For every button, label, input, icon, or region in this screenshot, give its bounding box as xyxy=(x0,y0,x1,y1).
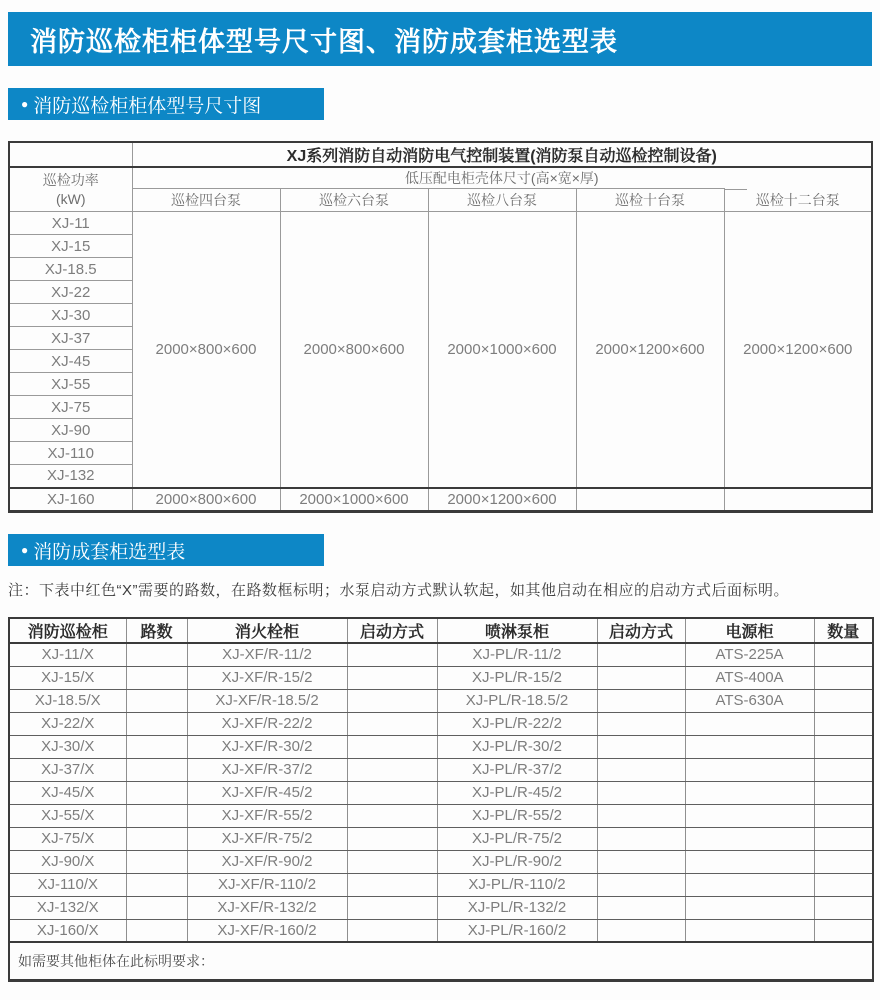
quantity-cell xyxy=(814,643,873,666)
inspection-cabinet-cell: XJ-22/X xyxy=(9,712,126,735)
model-cell: XJ-37 xyxy=(9,327,132,350)
size-cell: 2000×1000×600 xyxy=(280,488,428,512)
selection-note: 注：下表中红色“X”需要的路数，在路数框标明；水泵启动方式默认软起，如其他启动在相应的启动方式后面标明。 xyxy=(8,582,790,599)
page-title: 消防巡检柜柜体型号尺寸图、消防成套柜选型表 xyxy=(30,26,618,57)
power-cabinet-cell: ATS-630A xyxy=(685,689,814,712)
start-mode-cell xyxy=(597,735,685,758)
pump-header-cell: 巡检十二台泵 xyxy=(724,189,872,212)
start-mode-cell xyxy=(347,873,437,896)
quantity-cell xyxy=(814,689,873,712)
section1-title: 消防巡检柜柜体型号尺寸图 xyxy=(33,95,262,117)
table-row xyxy=(9,781,873,804)
size-cell: 2000×1200×600 xyxy=(724,212,872,488)
quantity-cell xyxy=(814,712,873,735)
inspection-cabinet-cell: XJ-110/X xyxy=(9,873,126,896)
quantity-cell xyxy=(814,804,873,827)
inspection-cabinet-cell: XJ-75/X xyxy=(9,827,126,850)
sprinkler-cabinet-cell: XJ-PL/R-37/2 xyxy=(437,758,597,781)
table-row xyxy=(9,919,873,942)
table-row xyxy=(9,643,873,666)
table-row xyxy=(9,827,873,850)
bullet-icon: ● xyxy=(21,543,29,557)
corner-cell xyxy=(9,142,132,167)
start-mode-cell xyxy=(597,689,685,712)
sprinkler-cabinet-cell: XJ-PL/R-15/2 xyxy=(437,666,597,689)
size-cell: 2000×800×600 xyxy=(280,212,428,488)
dimension-header-cell: 低压配电柜壳体尺寸(高×宽×厚) xyxy=(132,167,872,189)
power-cabinet-cell xyxy=(685,896,814,919)
hydrant-cabinet-cell: XJ-XF/R-15/2 xyxy=(187,666,347,689)
start-mode-cell xyxy=(347,735,437,758)
start-mode-cell xyxy=(347,643,437,666)
start-mode-cell xyxy=(597,758,685,781)
model-cell: XJ-11 xyxy=(9,212,132,235)
power-cabinet-cell xyxy=(685,735,814,758)
route-count-cell xyxy=(126,735,187,758)
model-cell: XJ-75 xyxy=(9,396,132,419)
model-cell: XJ-22 xyxy=(9,281,132,304)
sprinkler-cabinet-cell: XJ-PL/R-110/2 xyxy=(437,873,597,896)
power-cabinet-cell xyxy=(685,758,814,781)
table-row xyxy=(9,873,873,896)
quantity-cell xyxy=(814,735,873,758)
header-cell: 消防巡检柜 xyxy=(9,618,126,643)
size-cell: 2000×800×600 xyxy=(132,488,280,512)
bullet-icon: ● xyxy=(21,97,29,111)
model-cell: XJ-90 xyxy=(9,419,132,442)
route-count-cell xyxy=(126,758,187,781)
section1-banner xyxy=(8,88,324,120)
quantity-cell xyxy=(814,850,873,873)
selection-table xyxy=(8,617,874,982)
hydrant-cabinet-cell: XJ-XF/R-55/2 xyxy=(187,804,347,827)
power-cabinet-cell xyxy=(685,781,814,804)
header-cell: 路数 xyxy=(126,618,187,643)
dimension-table xyxy=(8,141,873,513)
route-count-cell xyxy=(126,804,187,827)
start-mode-cell xyxy=(597,919,685,942)
table-row xyxy=(9,735,873,758)
start-mode-cell xyxy=(347,712,437,735)
hydrant-cabinet-cell: XJ-XF/R-22/2 xyxy=(187,712,347,735)
quantity-cell xyxy=(814,781,873,804)
power-cabinet-cell: ATS-400A xyxy=(685,666,814,689)
start-mode-cell xyxy=(347,804,437,827)
start-mode-cell xyxy=(347,850,437,873)
start-mode-cell xyxy=(347,781,437,804)
power-label: 巡检功率 xyxy=(42,172,99,189)
inspection-cabinet-cell: XJ-160/X xyxy=(9,919,126,942)
table-row xyxy=(9,896,873,919)
table-row xyxy=(9,142,872,167)
sprinkler-cabinet-cell: XJ-PL/R-132/2 xyxy=(437,896,597,919)
model-cell: XJ-30 xyxy=(9,304,132,327)
start-mode-cell xyxy=(597,896,685,919)
inspection-cabinet-cell: XJ-55/X xyxy=(9,804,126,827)
header-cell: 启动方式 xyxy=(347,618,437,643)
power-header-cell xyxy=(9,167,132,212)
hydrant-cabinet-cell: XJ-XF/R-75/2 xyxy=(187,827,347,850)
table-row xyxy=(9,488,872,512)
start-mode-cell xyxy=(347,689,437,712)
route-count-cell xyxy=(126,919,187,942)
other-cabinet-note-cell: 如需要其他柜体在此标明要求： xyxy=(9,942,873,980)
hydrant-cabinet-cell: XJ-XF/R-110/2 xyxy=(187,873,347,896)
table-row xyxy=(9,758,873,781)
power-cabinet-cell: ATS-225A xyxy=(685,643,814,666)
size-cell xyxy=(576,488,724,512)
hydrant-cabinet-cell: XJ-XF/R-30/2 xyxy=(187,735,347,758)
section2-banner xyxy=(8,534,324,566)
power-cabinet-cell xyxy=(685,804,814,827)
sprinkler-cabinet-cell: XJ-PL/R-55/2 xyxy=(437,804,597,827)
inspection-cabinet-cell: XJ-90/X xyxy=(9,850,126,873)
start-mode-cell xyxy=(597,850,685,873)
model-cell: XJ-15 xyxy=(9,235,132,258)
start-mode-cell xyxy=(347,666,437,689)
route-count-cell xyxy=(126,666,187,689)
size-cell xyxy=(724,488,872,512)
start-mode-cell xyxy=(597,712,685,735)
sprinkler-cabinet-cell: XJ-PL/R-11/2 xyxy=(437,643,597,666)
inspection-cabinet-cell: XJ-37/X xyxy=(9,758,126,781)
quantity-cell xyxy=(814,666,873,689)
table-row xyxy=(9,804,873,827)
inspection-cabinet-cell: XJ-18.5/X xyxy=(9,689,126,712)
header-cell: 启动方式 xyxy=(597,618,685,643)
sprinkler-cabinet-cell: XJ-PL/R-75/2 xyxy=(437,827,597,850)
table-row xyxy=(9,189,872,212)
section2-title: 消防成套柜选型表 xyxy=(33,541,186,563)
pump-header-cell: 巡检十台泵 xyxy=(576,189,724,212)
power-cabinet-cell xyxy=(685,850,814,873)
header-cell: 数量 xyxy=(814,618,873,643)
sprinkler-cabinet-cell: XJ-PL/R-160/2 xyxy=(437,919,597,942)
pump-header-cell: 巡检八台泵 xyxy=(428,189,576,212)
start-mode-cell xyxy=(597,643,685,666)
table-row xyxy=(9,212,872,235)
quantity-cell xyxy=(814,896,873,919)
table-row xyxy=(9,167,872,189)
hydrant-cabinet-cell: XJ-XF/R-37/2 xyxy=(187,758,347,781)
inspection-cabinet-cell: XJ-30/X xyxy=(9,735,126,758)
pump-header-cell: 巡检六台泵 xyxy=(280,189,428,212)
model-cell: XJ-45 xyxy=(9,350,132,373)
model-cell: XJ-18.5 xyxy=(9,258,132,281)
table-row xyxy=(9,850,873,873)
model-cell: XJ-132 xyxy=(9,465,132,488)
power-cabinet-cell xyxy=(685,873,814,896)
hydrant-cabinet-cell: XJ-XF/R-132/2 xyxy=(187,896,347,919)
power-cabinet-cell xyxy=(685,919,814,942)
start-mode-cell xyxy=(347,758,437,781)
power-cabinet-cell xyxy=(685,712,814,735)
power-cabinet-cell xyxy=(685,827,814,850)
route-count-cell xyxy=(126,873,187,896)
start-mode-cell xyxy=(347,827,437,850)
hydrant-cabinet-cell: XJ-XF/R-90/2 xyxy=(187,850,347,873)
start-mode-cell xyxy=(597,827,685,850)
hydrant-cabinet-cell: XJ-XF/R-160/2 xyxy=(187,919,347,942)
sprinkler-cabinet-cell: XJ-PL/R-90/2 xyxy=(437,850,597,873)
route-count-cell xyxy=(126,689,187,712)
start-mode-cell xyxy=(347,896,437,919)
header-cell: 消火栓柜 xyxy=(187,618,347,643)
table1-main-header: XJ系列消防自动消防电气控制装置(消防泵自动巡检控制设备) xyxy=(132,142,872,167)
start-mode-cell xyxy=(597,666,685,689)
quantity-cell xyxy=(814,758,873,781)
table-header-row xyxy=(9,618,873,643)
page-title-banner xyxy=(8,12,872,66)
sprinkler-cabinet-cell: XJ-PL/R-30/2 xyxy=(437,735,597,758)
size-cell: 2000×1200×600 xyxy=(576,212,724,488)
quantity-cell xyxy=(814,919,873,942)
route-count-cell xyxy=(126,827,187,850)
table-row xyxy=(9,666,873,689)
hydrant-cabinet-cell: XJ-XF/R-11/2 xyxy=(187,643,347,666)
start-mode-cell xyxy=(597,804,685,827)
route-count-cell xyxy=(126,712,187,735)
size-cell: 2000×1000×600 xyxy=(428,212,576,488)
inspection-cabinet-cell: XJ-15/X xyxy=(9,666,126,689)
power-unit: (kW) xyxy=(55,190,86,207)
header-cell: 喷淋泵柜 xyxy=(437,618,597,643)
quantity-cell xyxy=(814,827,873,850)
model-cell: XJ-160 xyxy=(9,488,132,512)
model-cell: XJ-55 xyxy=(9,373,132,396)
start-mode-cell xyxy=(347,919,437,942)
table-footer-row xyxy=(9,942,873,980)
table-row xyxy=(9,689,873,712)
size-cell: 2000×1200×600 xyxy=(428,488,576,512)
inspection-cabinet-cell: XJ-132/X xyxy=(9,896,126,919)
sprinkler-cabinet-cell: XJ-PL/R-18.5/2 xyxy=(437,689,597,712)
sprinkler-cabinet-cell: XJ-PL/R-22/2 xyxy=(437,712,597,735)
pump-header-cell: 巡检四台泵 xyxy=(132,189,280,212)
start-mode-cell xyxy=(597,873,685,896)
start-mode-cell xyxy=(597,781,685,804)
route-count-cell xyxy=(126,781,187,804)
route-count-cell xyxy=(126,850,187,873)
hydrant-cabinet-cell: XJ-XF/R-45/2 xyxy=(187,781,347,804)
sprinkler-cabinet-cell: XJ-PL/R-45/2 xyxy=(437,781,597,804)
inspection-cabinet-cell: XJ-45/X xyxy=(9,781,126,804)
inspection-cabinet-cell: XJ-11/X xyxy=(9,643,126,666)
size-cell: 2000×800×600 xyxy=(132,212,280,488)
quantity-cell xyxy=(814,873,873,896)
table-row xyxy=(9,712,873,735)
hydrant-cabinet-cell: XJ-XF/R-18.5/2 xyxy=(187,689,347,712)
route-count-cell xyxy=(126,643,187,666)
route-count-cell xyxy=(126,896,187,919)
header-cell: 电源柜 xyxy=(685,618,814,643)
model-cell: XJ-110 xyxy=(9,442,132,465)
